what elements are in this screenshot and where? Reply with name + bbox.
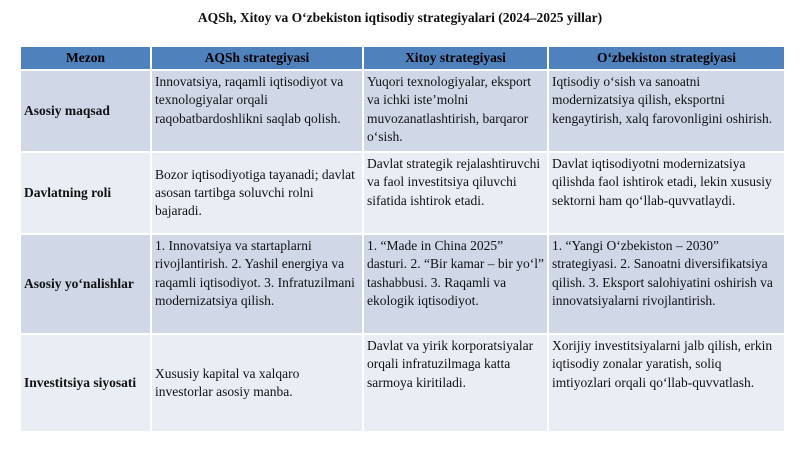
row-header-cell: Asosiy maqsad bbox=[21, 70, 151, 152]
row-header-cell: Davlatning roli bbox=[21, 152, 151, 234]
usa-cell: 1. Innovatsiya va startaplarni rivojlantirish. 2. Yashil energiya va raqamli iqtisodiyot. 3. Infratuzilmani modernizatsiya qilish. bbox=[151, 234, 363, 334]
column-header-criterion: Mezon bbox=[21, 47, 151, 70]
usa-cell: Innovatsiya, raqamli iqtisodiyot va texnologiyalar orqali raqobatbardoshlikni saqlab qolish. bbox=[151, 70, 363, 152]
row-header-cell: Investitsiya siyosati bbox=[21, 334, 151, 432]
strategy-comparison-table bbox=[21, 47, 786, 433]
page-title: AQSh, Xitoy va O‘zbekiston iqtisodiy strategiyalari (2024–2025 yillar) bbox=[197, 10, 603, 25]
row-header-cell: Asosiy yo‘nalishlar bbox=[21, 234, 151, 334]
table-row bbox=[21, 70, 785, 152]
uzbekistan-cell: 1. “Yangi O‘zbekiston – 2030” strategiyasi. 2. Sanoatni diversifikatsiya qilish. 3. Eksport salohiyatini oshirish va innovatsiyalarni rivojlantirish. bbox=[548, 234, 785, 334]
table-row bbox=[21, 152, 785, 234]
table-row bbox=[21, 334, 785, 432]
usa-cell: Xususiy kapital va xalqaro investorlar asosiy manba. bbox=[151, 334, 363, 432]
china-cell: Yuqori texnologiyalar, eksport va ichki iste’molni muvozanatlashtirish, barqaror o‘sish. bbox=[363, 70, 548, 152]
china-cell: Davlat strategik rejalashtiruvchi va faol investitsiya qiluvchi sifatida ishtirok etadi. bbox=[363, 152, 548, 234]
china-cell: 1. “Made in China 2025” dasturi. 2. “Bir kamar – bir yo‘l” tashabbusi. 3. Raqamli va ekologik iqtisodiyot. bbox=[363, 234, 548, 334]
uzbekistan-cell: Xorijiy investitsiyalarni jalb qilish, erkin iqtisodiy zonalar yaratish, soliq imtiyozlari orqali qo‘llab-quvvatlash. bbox=[548, 334, 785, 432]
table-row bbox=[21, 234, 785, 334]
china-cell: Davlat va yirik korporatsiyalar orqali infratuzilmaga katta sarmoya kiritiladi. bbox=[363, 334, 548, 432]
uzbekistan-cell: Davlat iqtisodiyotni modernizatsiya qilishda faol ishtirok etadi, lekin xususiy sektorni ham qo‘llab-quvvatlaydi. bbox=[548, 152, 785, 234]
uzbekistan-cell: Iqtisodiy o‘sish va sanoatni modernizatsiya qilish, eksportni kengaytirish, xalq farovonligini oshirish. bbox=[548, 70, 785, 152]
column-header-uzbekistan: O‘zbekiston strategiyasi bbox=[548, 47, 785, 70]
column-header-china: Xitoy strategiyasi bbox=[363, 47, 548, 70]
table-header-row bbox=[21, 47, 785, 70]
usa-cell: Bozor iqtisodiyotiga tayanadi; davlat asosan tartibga soluvchi rolni bajaradi. bbox=[151, 152, 363, 234]
column-header-usa: AQSh strategiyasi bbox=[151, 47, 363, 70]
